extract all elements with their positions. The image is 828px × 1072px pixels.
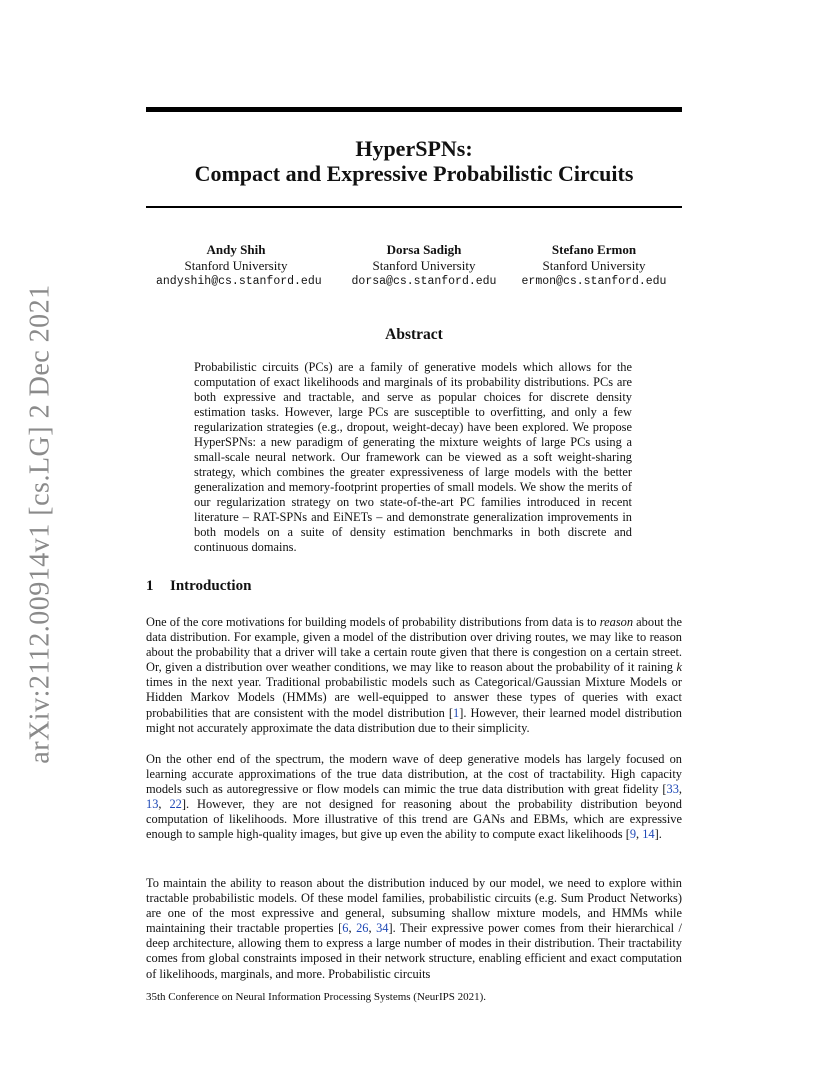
text-run: about the data distribution. For example, given a model of the distribution over driving routes, we may like to reason about the probability that a driver will take a certain route given that there is congestion on a certain street. Or, given a distribution over weather conditions, we may like to reason about the probability of it raining bbox=[146, 615, 682, 675]
text-run: , bbox=[158, 797, 170, 812]
text-run: ]. However, their learned model distribution might not accurately approximate the data distribution due to their simplicity. bbox=[146, 705, 683, 735]
text-run: On the other end of the spectrum, the modern wave of deep generative models has largely focused on learning accurate approximations of the true data distribution, at the cost of tractability. High capacity models such as autoregressive or flow models can mimic the true data distribution with great fidelity [ bbox=[146, 752, 682, 797]
author-name: Andy Shih bbox=[206, 242, 266, 257]
text-run: times in the next year. Traditional probabilistic models such as Categorical/Gaussian Mixture Models or Hidden Markov Models (HMMs) are well-equipped to answer these types of queries with exact probabilities that are consistent with the model distribution [ bbox=[146, 675, 682, 720]
author-1 bbox=[156, 242, 322, 290]
author-affiliation: Stanford University bbox=[372, 258, 476, 273]
abstract-heading: Abstract bbox=[385, 326, 443, 343]
abstract-text: Probabilistic circuits (PCs) are a family of generative models which allows for the computation of exact likelihoods and marginals of its probability distributions. PCs are both expressive and tractable, and serve as popular choices for discrete density estimation tasks. However, large PCs are susceptible to overfitting, and only a few regularization strategies (e.g., dropout, weight-decay) have been explored. We propose HyperSPNs: a new paradigm of generating the mixture weights of large PCs using a small-scale neural network. Our framework can be viewed as a soft weight-sharing strategy, which combines the greater expressiveness of large models with the better generalization and memory-footprint properties of small models. We show the merits of our regularization strategy on two state-of-the-art PC families introduced in recent literature – RAT-SPNs and EiNETs – and demonstrate generalization improvements in both models on a suite of density estimation benchmarks in both discrete and continuous domains. bbox=[194, 360, 632, 554]
conference-footnote: 35th Conference on Neural Information Processing Systems (NeurIPS 2021). bbox=[146, 991, 487, 1003]
author-name: Stefano Ermon bbox=[551, 242, 637, 257]
citation-link[interactable]: 34 bbox=[376, 921, 389, 936]
citation-link[interactable]: 1 bbox=[453, 705, 460, 720]
author-2 bbox=[342, 242, 506, 290]
citation-link[interactable]: 9 bbox=[629, 827, 637, 842]
section-number: 1 bbox=[146, 578, 154, 594]
citation-link[interactable]: 26 bbox=[356, 921, 369, 936]
text-run: , bbox=[368, 921, 377, 936]
text-run: , bbox=[636, 827, 643, 842]
author-block bbox=[146, 242, 682, 292]
paper-title-line-2: Compact and Expressive Probabilistic Circuits bbox=[194, 161, 634, 186]
paper-title-line-1: HyperSPNs: bbox=[355, 136, 473, 161]
citation-link[interactable]: 14 bbox=[642, 827, 655, 842]
section-title: Introduction bbox=[170, 578, 252, 594]
text-run: ]. Their expressive power comes from their hierarchical / deep architecture, allowing them to express a large number of modes in their distribution. Their tractability comes from global constraints imposed in their network structure, enabling efficient and exact computation of likelihoods, marginals, and more. Probabilistic circuits bbox=[146, 921, 682, 981]
emphasis-text: reason bbox=[599, 615, 634, 629]
author-email: ermon@cs.stanford.edu bbox=[521, 275, 667, 288]
text-run: To maintain the ability to reason about the distribution induced by our model, we need to explore within tractable probabilistic models. Of these model families, probabilistic circuits (e.g. Sum Product Networks) are one of the most expressive and general, subsuming shallow mixture models, and HMMs while maintaining their tractable properties [ bbox=[146, 876, 682, 936]
intro-paragraph-3 bbox=[146, 876, 682, 982]
author-affiliation: Stanford University bbox=[542, 258, 646, 273]
math-variable: k bbox=[676, 660, 682, 675]
intro-paragraph-2 bbox=[146, 752, 682, 843]
author-email: dorsa@cs.stanford.edu bbox=[351, 275, 497, 288]
author-name: Dorsa Sadigh bbox=[386, 242, 462, 257]
citation-link[interactable]: 6 bbox=[342, 921, 349, 936]
author-3 bbox=[514, 242, 674, 290]
text-run: One of the core motivations for building models of probability distributions from data is to bbox=[146, 615, 600, 629]
citation-link[interactable]: 22 bbox=[169, 797, 182, 812]
citation-link[interactable]: 33 bbox=[666, 782, 679, 797]
arxiv-identifier-text: arXiv:2112.00914v1 [cs.LG] 2 Dec 2021 bbox=[25, 284, 56, 764]
author-email: andyshih@cs.stanford.edu bbox=[156, 275, 322, 288]
text-run: , bbox=[348, 921, 357, 936]
section-heading-introduction bbox=[146, 578, 251, 595]
intro-paragraph-1 bbox=[146, 615, 682, 736]
title-bottom-rule bbox=[146, 206, 682, 208]
text-run: ]. However, they are not designed for reasoning about the probability distribution beyond computation of likelihoods. More illustrative of this trend are GANs and EBMs, which are expressive enough to sample high-quality images, but give up even the ability to compute exact likelihoods [ bbox=[146, 797, 682, 842]
text-run: , bbox=[678, 782, 682, 797]
arxiv-identifier bbox=[16, 284, 66, 764]
author-affiliation: Stanford University bbox=[184, 258, 288, 273]
title-top-rule bbox=[146, 107, 682, 112]
text-run: ]. bbox=[654, 827, 662, 842]
citation-link[interactable]: 13 bbox=[146, 797, 159, 812]
